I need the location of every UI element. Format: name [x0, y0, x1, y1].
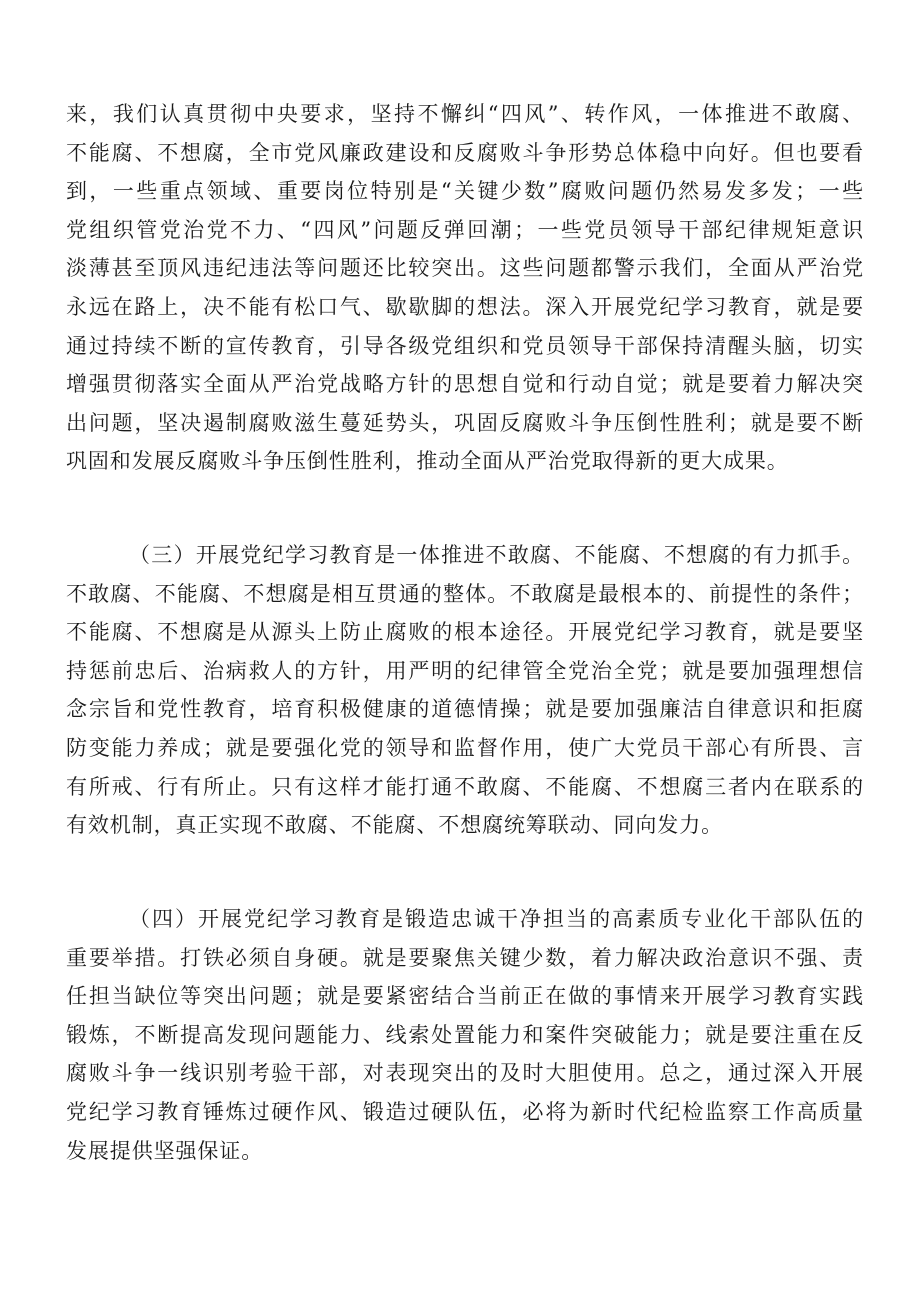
text-line: 党组织管党治党不力、“四风”问题反弹回潮；一些党员领导干部纪律规矩意识 — [66, 217, 864, 242]
text-line: 不能腐、不想腐是从源头上防止腐败的根本途径。开展党纪学习教育，就是要坚 — [66, 620, 864, 645]
text-line: 出问题，坚决遏制腐败滋生蔓延势头，巩固反腐败斗争压倒性胜利；就是要不断 — [66, 410, 864, 435]
text-line: 不能腐、不想腐，全市党风廉政建设和反腐败斗争形势总体稳中向好。但也要看 — [66, 140, 864, 165]
paragraph-continuation — [66, 95, 864, 481]
text-line: 永远在路上，决不能有松口气、歇歇脚的想法。深入开展党纪学习教育，就是要 — [66, 294, 864, 319]
paragraph-section-4 — [66, 900, 864, 1170]
text-line: 来，我们认真贯彻中央要求，坚持不懈纠“四风”、转作风，一体推进不敢腐、 — [66, 102, 864, 126]
section-heading-line: （三）开展党纪学习教育是一体推进不敢腐、不能腐、不想腐的有力抓手。 — [129, 543, 864, 567]
text-line: 腐败斗争一线识别考验干部，对表现突出的及时大胆使用。总之，通过深入开展 — [66, 1061, 864, 1086]
paragraph-section-3 — [66, 536, 864, 845]
text-line: 持惩前忠后、治病救人的方针，用严明的纪律管全党治全党；就是要加强理想信 — [66, 658, 864, 683]
section-heading-line: （四）开展党纪学习教育是锻造忠诚干净担当的高素质专业化干部队伍的 — [129, 907, 864, 931]
text-line: 到，一些重点领域、重要岗位特别是“关键少数”腐败问题仍然易发多发；一些 — [66, 179, 864, 204]
text-line: 有所戒、行有所止。只有这样才能打通不敢腐、不能腐、不想腐三者内在联系的 — [66, 774, 864, 799]
text-line: 发展提供坚强保证。 — [66, 1138, 264, 1163]
text-line: 增强贯彻落实全面从严治党战略方针的思想自觉和行动自觉；就是要着力解决突 — [66, 372, 864, 397]
text-line: 不敢腐、不能腐、不想腐是相互贯通的整体。不敢腐是最根本的、前提性的条件； — [66, 581, 864, 606]
text-line: 重要举措。打铁必须自身硬。就是要聚焦关键少数，着力解决政治意识不强、责 — [66, 945, 864, 970]
text-line: 党纪学习教育锤炼过硬作风、锻造过硬队伍，必将为新时代纪检监察工作高质量 — [66, 1099, 864, 1124]
text-line: 巩固和发展反腐败斗争压倒性胜利，推动全面从严治党取得新的更大成果。 — [66, 449, 789, 474]
text-line: 通过持续不断的宣传教育，引导各级党组织和党员领导干部保持清醒头脑，切实 — [66, 333, 864, 358]
text-line: 防变能力养成；就是要强化党的领导和监督作用，使广大党员干部心有所畏、言 — [66, 735, 864, 760]
text-line: 锻炼，不断提高发现问题能力、线索处置能力和案件突破能力；就是要注重在反 — [66, 1022, 864, 1047]
text-line: 念宗旨和党性教育，培育积极健康的道德情操；就是要加强廉洁自律意识和拒腐 — [66, 697, 864, 722]
text-line: 有效机制，真正实现不敢腐、不能腐、不想腐统筹联动、同向发力。 — [66, 813, 723, 838]
text-line: 任担当缺位等突出问题；就是要紧密结合当前正在做的事情来开展学习教育实践 — [66, 984, 864, 1009]
text-line: 淡薄甚至顶风违纪违法等问题还比较突出。这些问题都警示我们，全面从严治党 — [66, 256, 864, 281]
